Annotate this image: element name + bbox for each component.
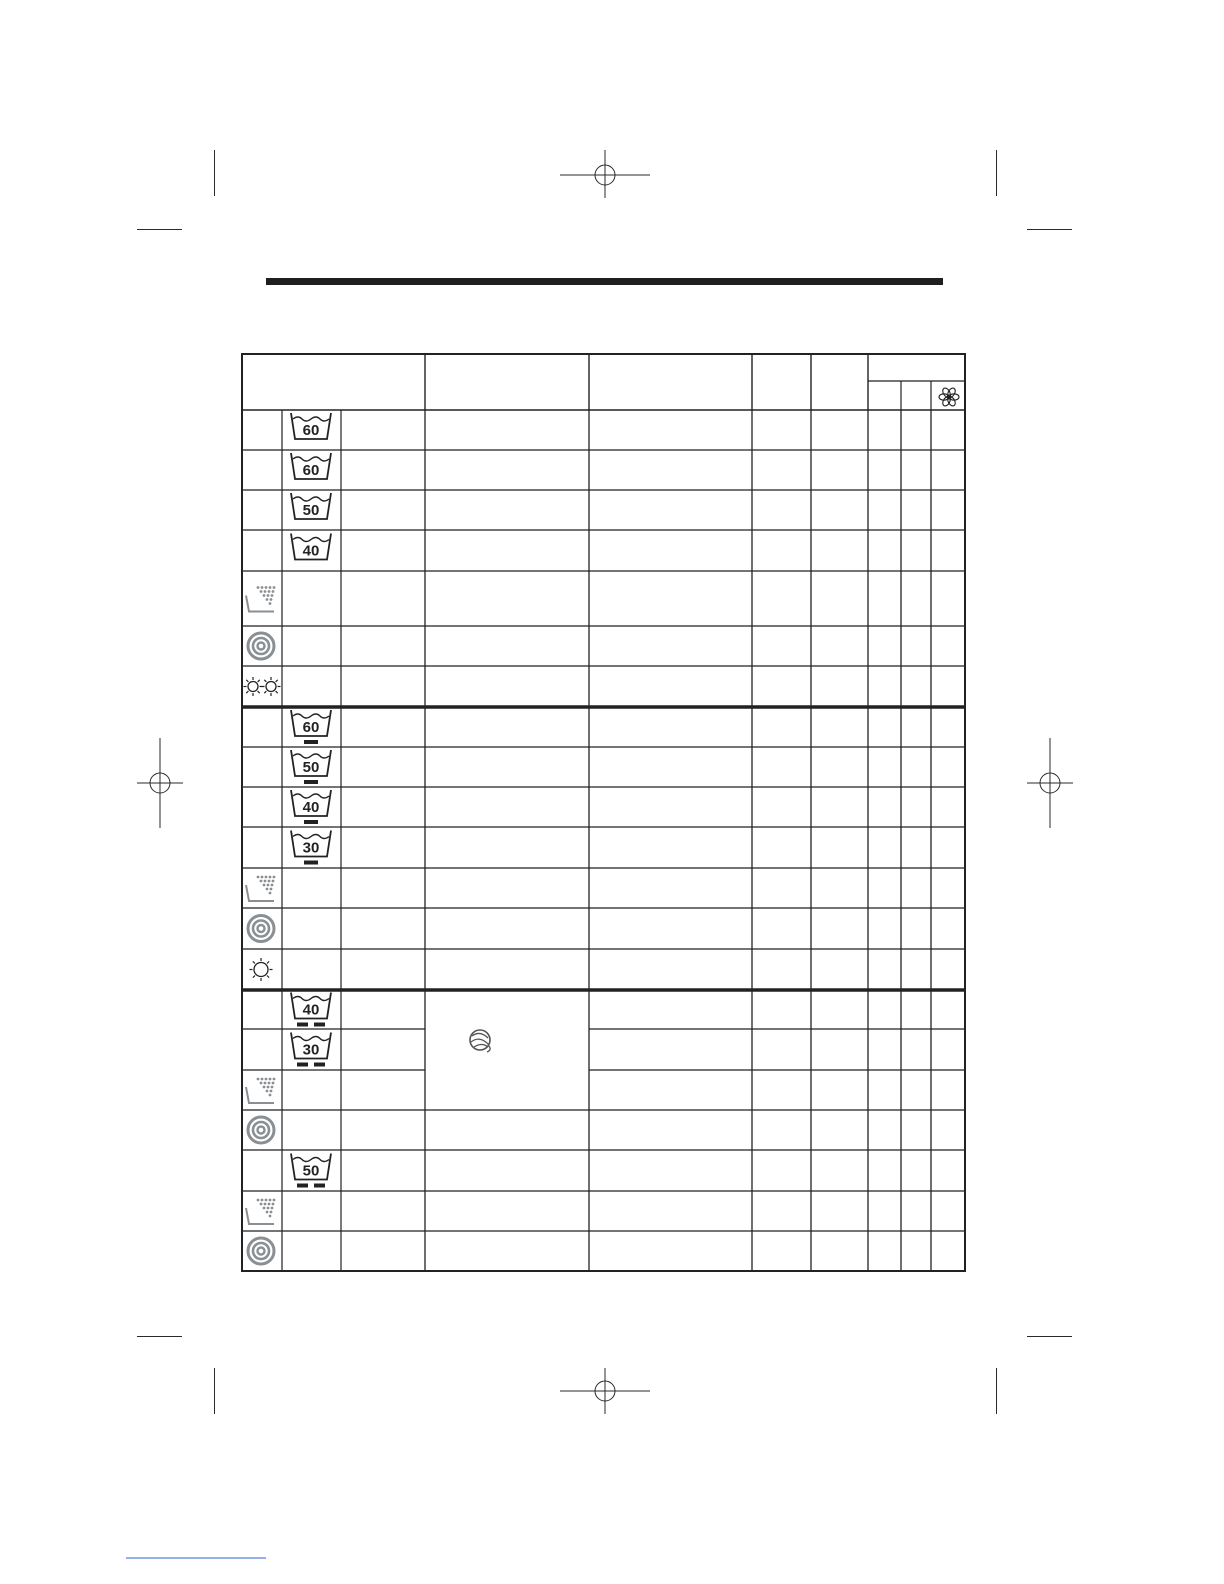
spin-ring — [258, 925, 265, 932]
rinse-drop — [269, 1215, 272, 1218]
rinse-drop — [257, 876, 260, 879]
washtub-40-bar-icon — [291, 790, 331, 824]
tub-wave — [293, 794, 329, 798]
tub-wave — [293, 714, 329, 718]
rinse-drop — [268, 880, 271, 883]
tub-bar — [314, 1184, 325, 1188]
washtub-60-icon — [291, 413, 331, 439]
rinse-drop — [269, 1199, 272, 1202]
rinse-drop — [263, 884, 266, 887]
tub-wave — [293, 457, 329, 461]
tub-temperature: 60 — [302, 422, 320, 439]
rinse-drop — [266, 1211, 269, 1214]
rinse-drop — [271, 1207, 274, 1210]
wool-strand — [471, 1033, 489, 1047]
tub-wave — [293, 417, 329, 421]
tub-bar — [304, 780, 318, 784]
fan-flower-icon — [939, 387, 959, 408]
rinse-drop — [271, 1086, 274, 1089]
rinse-drop — [263, 1086, 266, 1089]
rinse-drop — [270, 598, 273, 601]
tub-temperature: 40 — [302, 1001, 320, 1019]
sun-dry-icon — [262, 677, 281, 696]
tub-temperature: 50 — [302, 759, 320, 776]
sun-disc — [254, 963, 268, 977]
sun-ray — [246, 680, 248, 682]
spin-ring — [253, 1122, 269, 1138]
spin-ring — [253, 638, 269, 654]
rinse-drop — [269, 892, 272, 895]
spin-icon — [248, 1117, 274, 1143]
table-border — [242, 354, 965, 1271]
tub-wave — [293, 538, 329, 542]
tub-temperature: 30 — [302, 839, 320, 857]
rinse-drop — [272, 880, 275, 883]
rinse-drop — [257, 1199, 260, 1202]
rinse-drop — [267, 594, 270, 597]
rinse-drop — [272, 590, 275, 593]
rinse-drop — [266, 598, 269, 601]
rinse-drop — [261, 876, 264, 879]
tub-bar — [314, 1023, 325, 1027]
tub-bar — [297, 1023, 308, 1027]
sun-ray — [276, 691, 278, 693]
rinse-drop — [265, 1199, 268, 1202]
rinse-icon — [246, 1199, 275, 1224]
sun-ray — [246, 691, 248, 693]
rinse-drop — [272, 1203, 275, 1206]
washtub-60-icon — [291, 453, 331, 479]
sun-dry-icon — [244, 677, 263, 696]
tub-bar — [304, 740, 318, 744]
wool-ball-icon — [470, 1030, 490, 1052]
rinse-drop — [261, 1199, 264, 1202]
tub-wave — [293, 1037, 329, 1041]
rinse-drop — [261, 586, 264, 589]
rinse-drop — [263, 1207, 266, 1210]
rinse-drop — [264, 1082, 267, 1085]
sun-ray — [264, 691, 266, 693]
tub-bar — [314, 1063, 325, 1067]
rinse-drop — [265, 1078, 268, 1081]
rinse-drop — [269, 1078, 272, 1081]
tub-bar — [304, 861, 318, 865]
sun-disc — [248, 682, 258, 692]
tub-wave — [293, 497, 329, 501]
spin-ring — [258, 1127, 265, 1134]
tub-temperature: 40 — [302, 542, 320, 560]
washtub-50-double-bar-icon — [291, 1154, 331, 1188]
sun-ray — [253, 961, 255, 963]
rinse-drop — [267, 1086, 270, 1089]
rinse-drop — [257, 1078, 260, 1081]
tub-bar — [304, 820, 318, 824]
rinse-drop — [267, 884, 270, 887]
rinse-drop — [264, 1203, 267, 1206]
tub-wave — [293, 997, 329, 1001]
sun-ray — [264, 680, 266, 682]
rinse-drop — [268, 1203, 271, 1206]
washtub-30-bar-icon — [291, 831, 331, 865]
washtub-50-icon — [291, 493, 331, 519]
rinse-drop — [264, 590, 267, 593]
rinse-drop — [271, 594, 274, 597]
rinse-drop — [269, 586, 272, 589]
rinse-drop — [266, 1090, 269, 1093]
spin-icon — [248, 916, 274, 942]
rinse-drop — [265, 876, 268, 879]
rinse-drop — [268, 1082, 271, 1085]
rinse-drop — [260, 1203, 263, 1206]
washtub-50-bar-icon — [291, 750, 331, 784]
rinse-drop — [260, 590, 263, 593]
rinse-icon — [246, 586, 275, 611]
washtub-30-double-bar-icon — [291, 1033, 331, 1067]
rinse-drop — [271, 884, 274, 887]
rinse-drop — [273, 1078, 276, 1081]
rinse-icon — [246, 1078, 275, 1103]
washtub-40-double-bar-icon — [291, 993, 331, 1027]
tub-temperature: 60 — [302, 462, 320, 479]
sun-ray — [267, 961, 269, 963]
rinse-drop — [264, 880, 267, 883]
washtub-60-bar-icon — [291, 710, 331, 744]
rinse-drop — [263, 594, 266, 597]
rinse-drop — [261, 1078, 264, 1081]
tub-temperature: 50 — [302, 1162, 320, 1180]
rinse-drop — [270, 1090, 273, 1093]
rinse-drop — [270, 1211, 273, 1214]
sun-dry-icon — [250, 958, 273, 981]
rinse-drop — [272, 1082, 275, 1085]
sun-ray — [253, 976, 255, 978]
sun-disc — [266, 682, 276, 692]
rinse-drop — [269, 876, 272, 879]
rinse-drop — [273, 586, 276, 589]
tub-wave — [293, 1158, 329, 1162]
tub-wave — [293, 754, 329, 758]
sun-ray — [276, 680, 278, 682]
sun-ray — [267, 976, 269, 978]
rinse-drop — [268, 590, 271, 593]
tub-bar — [297, 1184, 308, 1188]
rinse-drop — [270, 888, 273, 891]
spin-ring — [258, 1248, 265, 1255]
tub-temperature: 50 — [302, 502, 320, 519]
tub-temperature: 40 — [302, 799, 320, 816]
spin-icon — [248, 1238, 274, 1264]
rinse-drop — [267, 1207, 270, 1210]
tub-temperature: 30 — [302, 1041, 320, 1059]
rinse-drop — [273, 876, 276, 879]
rinse-drop — [269, 1094, 272, 1097]
rinse-drop — [266, 888, 269, 891]
spin-ring — [253, 921, 269, 937]
sun-ray — [258, 680, 260, 682]
rinse-drop — [260, 1082, 263, 1085]
washtub-40-icon — [291, 534, 331, 560]
tub-temperature: 60 — [302, 719, 320, 736]
rinse-icon — [246, 876, 275, 901]
rinse-drop — [269, 602, 272, 605]
rinse-drop — [260, 880, 263, 883]
tub-wave — [293, 835, 329, 839]
spin-ring — [258, 643, 265, 650]
rinse-drop — [265, 586, 268, 589]
sun-ray — [258, 691, 260, 693]
spin-icon — [248, 633, 274, 659]
tub-bar — [297, 1063, 308, 1067]
rinse-drop — [257, 586, 260, 589]
spin-ring — [253, 1243, 269, 1259]
rinse-drop — [273, 1199, 276, 1202]
